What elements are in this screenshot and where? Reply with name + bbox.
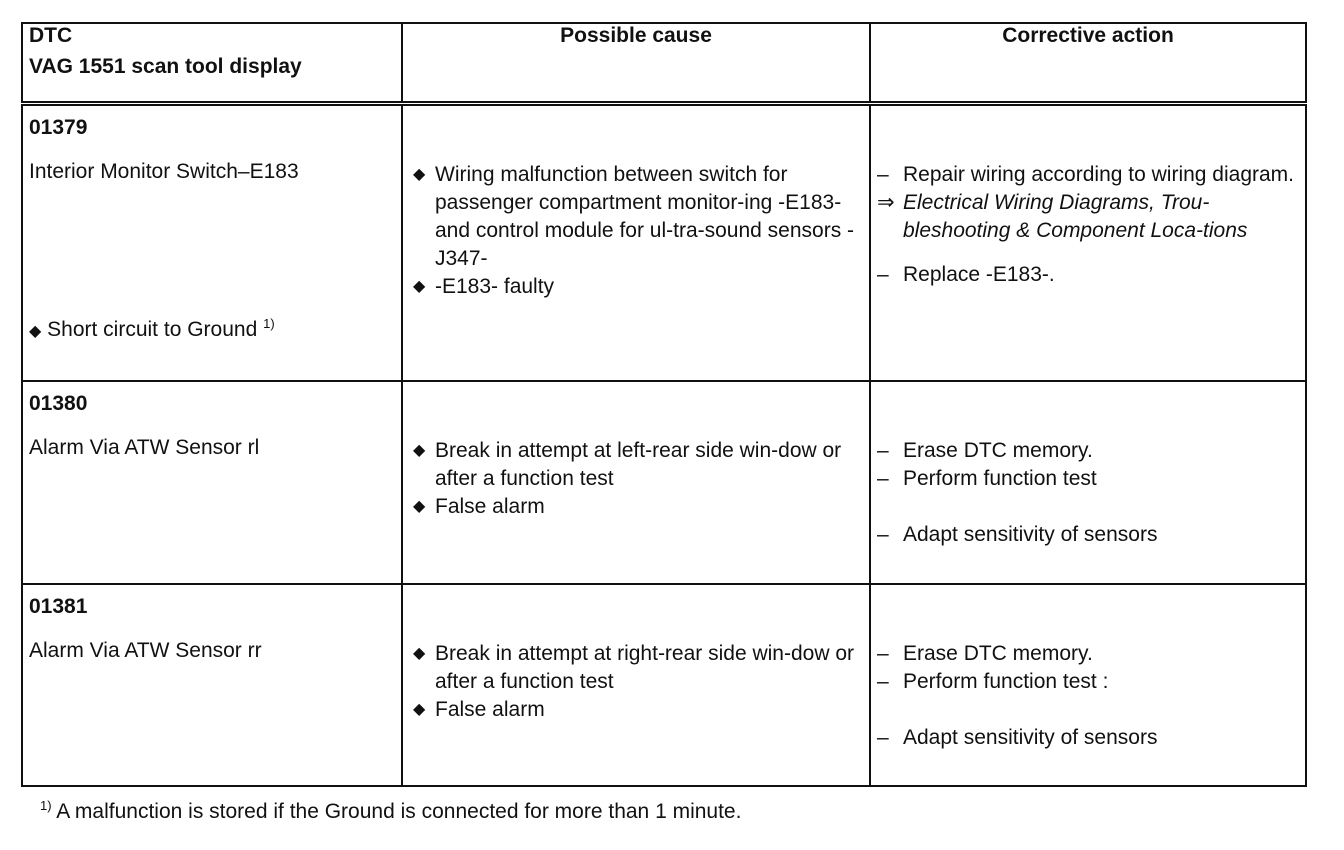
list-item <box>413 493 863 521</box>
header-dtc-line2: VAG 1551 scan tool display <box>29 55 302 78</box>
table-row <box>22 103 1306 381</box>
cause-text: Break in attempt at right-rear side win-dow or after a function test <box>435 642 855 693</box>
dtc-code: 01379 <box>29 115 88 139</box>
dash-icon: – <box>877 642 889 665</box>
dash-icon: – <box>877 523 889 546</box>
dash-icon: – <box>877 726 889 749</box>
cause-cell <box>402 584 870 786</box>
table-row <box>22 584 1306 786</box>
diamond-bullet-icon: ◆ <box>413 701 426 718</box>
action-text: Repair wiring according to wiring diagram. <box>903 162 1295 186</box>
list-item <box>877 161 1299 189</box>
action-cell <box>870 584 1306 786</box>
diamond-bullet-icon: ◆ <box>29 322 42 340</box>
footnote-text: A malfunction is stored if the Ground is connected for more than 1 minute. <box>56 800 742 823</box>
diamond-bullet-icon: ◆ <box>413 165 426 183</box>
list-item <box>877 465 1299 493</box>
dtc-table <box>21 22 1307 787</box>
dtc-sub-text: Short circuit to Ground <box>47 317 258 341</box>
diamond-bullet-icon: ◆ <box>413 277 426 295</box>
footnote <box>40 798 741 824</box>
table-row <box>22 381 1306 584</box>
cause-text: Break in attempt at left-rear side win-dow or after a function test <box>435 439 842 490</box>
diamond-bullet-icon: ◆ <box>413 442 426 459</box>
action-text: Adapt sensitivity of sensors <box>903 726 1158 749</box>
dash-icon: – <box>877 439 889 462</box>
list-item <box>877 189 1299 245</box>
dtc-cell <box>22 381 402 584</box>
dtc-code: 01380 <box>29 392 88 415</box>
header-possible-cause: Possible cause <box>402 23 870 103</box>
action-text: Perform function test : <box>903 670 1109 693</box>
header-corrective-action: Corrective action <box>870 23 1306 103</box>
dtc-description: Alarm Via ATW Sensor rl <box>29 436 260 459</box>
cause-text: -E183- faulty <box>435 274 555 298</box>
action-cell <box>870 381 1306 584</box>
dtc-code: 01381 <box>29 595 88 618</box>
header-dtc-line1: DTC <box>29 24 73 47</box>
list-item <box>877 261 1299 289</box>
footnote-mark: 1) <box>40 798 52 813</box>
cause-text: False alarm <box>435 698 545 721</box>
list-item <box>413 696 863 724</box>
action-text: Replace -E183-. <box>903 262 1055 286</box>
list-item <box>413 161 863 273</box>
action-text: Erase DTC memory. <box>903 642 1093 665</box>
action-cell <box>870 103 1306 381</box>
diamond-bullet-icon: ◆ <box>413 498 426 515</box>
dtc-description: Interior Monitor Switch–E183 <box>29 159 299 183</box>
list-item <box>413 437 863 493</box>
double-arrow-icon: ⇒ <box>877 190 895 214</box>
dtc-sub-condition <box>29 316 275 342</box>
action-text: Perform function test <box>903 467 1097 490</box>
cause-text: False alarm <box>435 495 545 518</box>
dtc-cell <box>22 103 402 381</box>
list-item <box>413 273 863 301</box>
cause-text: Wiring malfunction between switch for passenger compartment monitor-ing -E183- and control module for ul-tra-sound sensors -J347- <box>435 162 855 270</box>
list-item <box>413 640 863 696</box>
header-dtc <box>22 23 402 103</box>
list-item <box>877 437 1299 465</box>
dtc-description: Alarm Via ATW Sensor rr <box>29 639 262 662</box>
reference-text: Electrical Wiring Diagrams, Trou-bleshooting & Component Loca-tions <box>903 190 1248 242</box>
list-item <box>877 521 1299 549</box>
dtc-cell <box>22 584 402 786</box>
action-text: Erase DTC memory. <box>903 439 1093 462</box>
dash-icon: – <box>877 467 889 490</box>
cause-cell <box>402 381 870 584</box>
cause-cell <box>402 103 870 381</box>
list-item <box>877 640 1299 668</box>
dash-icon: – <box>877 262 889 286</box>
dash-icon: – <box>877 670 889 693</box>
list-item <box>877 724 1299 752</box>
footnote-ref: 1) <box>263 315 275 331</box>
action-text: Adapt sensitivity of sensors <box>903 523 1158 546</box>
diamond-bullet-icon: ◆ <box>413 645 426 662</box>
table-header-row <box>22 23 1306 103</box>
dash-icon: – <box>877 162 889 186</box>
list-item <box>877 668 1299 696</box>
